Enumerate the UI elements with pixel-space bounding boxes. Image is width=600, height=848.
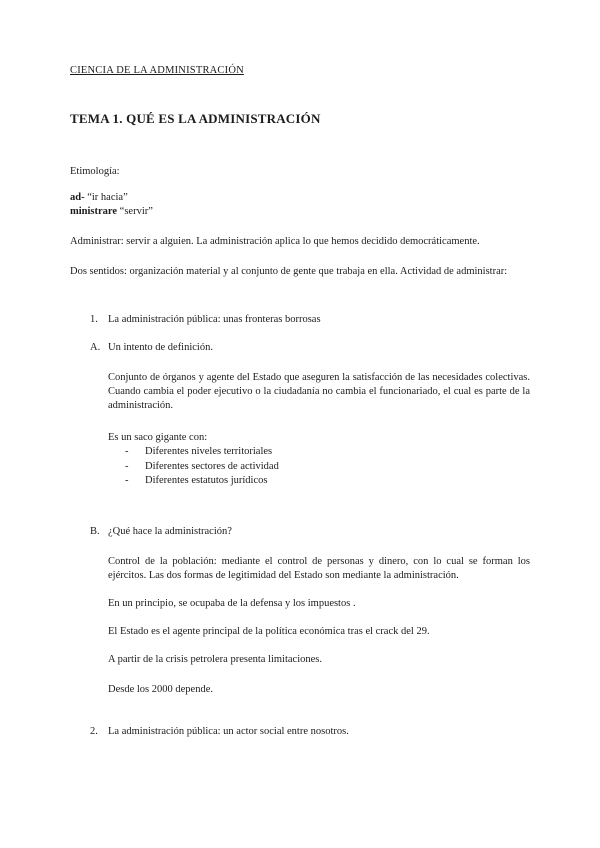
list-item-dash: -: [125, 475, 129, 487]
etymology-label: Etimología:: [70, 166, 120, 177]
outline-item-text: La administración pública: unas fronteras borrosas: [108, 314, 321, 325]
outline-item-text: La administración pública: un actor social entre nosotros.: [108, 725, 349, 737]
outline-item-number: A.: [90, 342, 101, 353]
paragraph-principio: En un principio, se ocupaba de la defensa y los impuestos .: [108, 597, 356, 609]
etymology-meaning: “servir”: [117, 206, 153, 217]
outline-item-text: ¿Qué hace la administración?: [108, 525, 232, 537]
outline-item-a: [70, 341, 530, 355]
document-header: CIENCIA DE LA ADMINISTRACIÓN: [70, 65, 244, 76]
saco-gigante-label: Es un saco gigante con:: [108, 432, 208, 443]
outline-item-1: [70, 313, 530, 327]
outline-item-number: B.: [90, 525, 100, 537]
outline: [70, 313, 530, 739]
page-title: TEMA 1. QUÉ ES LA ADMINISTRACIÓN: [70, 111, 321, 126]
saco-list: [108, 445, 530, 489]
outline-item-b: [70, 525, 530, 539]
list-item-dash: -: [125, 446, 129, 457]
paragraph-definicion: Conjunto de órganos y agente del Estado que aseguren la satisfacción de las necesidades colectivas. Cuando cambia el poder ejecutivo o la ciudadanía no cambia el funcionariado, el cual es parte de la administración.: [108, 372, 530, 411]
paragraph-administrar: Administrar: servir a alguien. La administración aplica lo que hemos decidido democráticamente.: [70, 236, 480, 247]
etymology-meaning: “ir hacia”: [84, 192, 128, 203]
etymology-term: ministrare: [70, 206, 118, 217]
list-item: [108, 474, 530, 489]
list-item-text: Diferentes estatutos jurídicos: [145, 475, 268, 487]
outline-item-2: [70, 725, 530, 739]
paragraph-crisis: A partir de la crisis petrolera presenta limitaciones.: [108, 653, 323, 665]
list-item-text: Diferentes sectores de actividad: [145, 460, 279, 472]
etymology-term: ad-: [70, 192, 85, 203]
paragraph-estado: El Estado es el agente principal de la política económica tras el crack del 29.: [108, 625, 430, 637]
paragraph-control: Control de la población: mediante el control de personas y dinero, con lo cual se forman los ejércitos. Las dos formas de legitimidad del Estado son mediante la administración.: [108, 555, 530, 581]
list-item: [108, 460, 530, 475]
outline-item-number: 2.: [90, 725, 98, 737]
outline-item-number: 1.: [90, 314, 98, 325]
etymology-entry-ad: [70, 191, 530, 205]
paragraph-dos-sentidos: Dos sentidos: organización material y al conjunto de gente que trabaja en ella. Actividad de administrar:: [70, 266, 508, 277]
paragraph-2000: Desde los 2000 depende.: [108, 683, 213, 695]
list-item-dash: -: [125, 460, 129, 472]
etymology-entry-ministrare: [70, 205, 530, 219]
list-item: [108, 445, 530, 460]
list-item-text: Diferentes niveles territoriales: [145, 446, 273, 457]
outline-item-text: Un intento de definición.: [108, 342, 213, 353]
